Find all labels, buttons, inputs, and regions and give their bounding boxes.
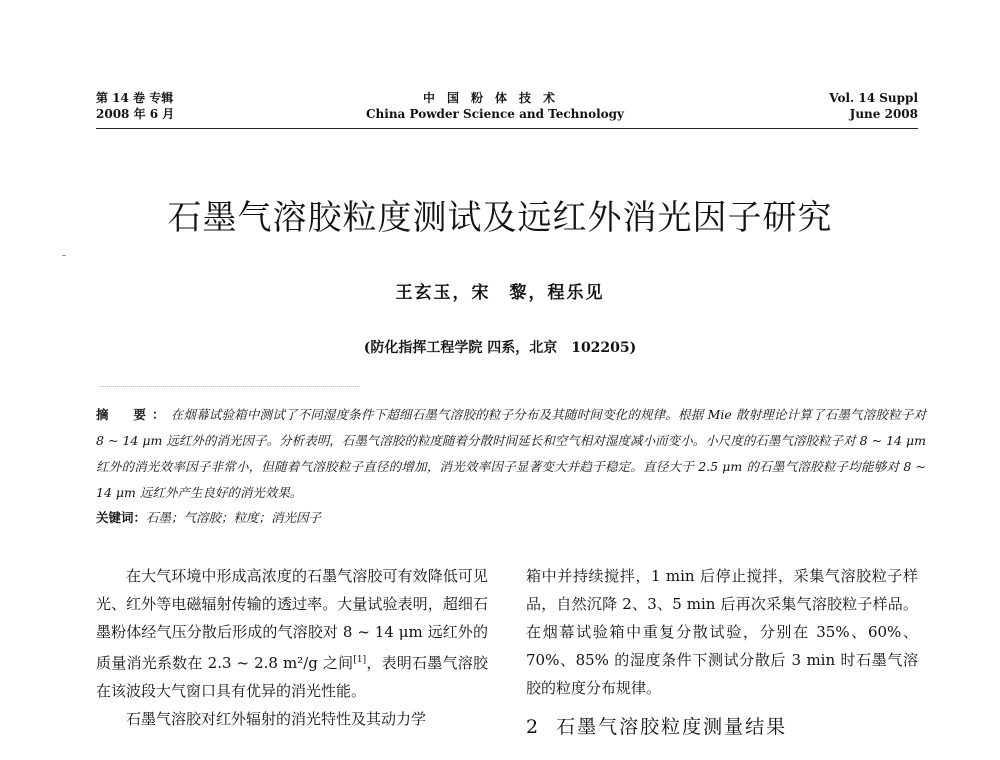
paragraph-text: 箱中并持续搅拌，1 min 后停止搅拌，采集气溶胶粒子样品，自然沉降 2、3、5 min 后再次采集气溶胶粒子样品。在烟幕试验箱中重复分散试验，分别在 35%、60%、70%、85% 的湿度条件下测试分散后 3 min 时石墨气溶胶的粒度分布规律。 — [526, 567, 918, 697]
abstract-label: 摘 要： — [96, 407, 171, 422]
keywords — [96, 507, 926, 529]
paper-title: 石墨气溶胶粒度测试及远红外消光因子研究 — [167, 198, 833, 238]
paragraph-text-tail: ，表明石墨气溶胶在该波段大气窗口具有优异的消光性能。 — [96, 654, 488, 700]
paragraph-text: 在大气环境中形成高浓度的石墨气溶胶可有效降低可见光、红外等电磁辐射传输的透过率。大量试验表明，超细石墨粉体经气压分散后形成的气溶胶对 8 ~ 14 μm 远红外的质量消光系数在 2.3 ~ 2.8 m²/g 之间 — [96, 567, 488, 672]
journal-name-cn: 中国粉体技术 — [422, 91, 567, 105]
running-header-right — [829, 90, 918, 122]
paper-affiliation: (防化指挥工程学院 四系，北京 102205) — [363, 340, 637, 356]
paper-authors: 王玄玉，宋 黎，程乐见 — [395, 283, 605, 303]
abstract-text: 在烟幕试验箱中测试了不同湿度条件下超细石墨气溶胶的粒子分布及其随时间变化的规律。根据 Mie 散射理论计算了石墨气溶胶粒子对 8 ~ 14 μm 远红外的消光因子。分析表明，石墨气溶胶的粒度随着分散时间延长和空气相对湿度减小而变小。小尺度的石墨气溶胶粒子对 8 ~ 14 μm 红外的消光效率因子非常小，但随着气溶胶粒子直径的增加，消光效率因子显著变大并趋于稳定。直径大于 2.5 μm 的石墨气溶胶粒子均能够对 8 ~ 14 μm 远红外产生良好的消光效果。 — [96, 407, 926, 500]
section-heading — [526, 712, 918, 742]
body-paragraph — [96, 562, 488, 705]
volume-label-en: Vol. 14 Suppl — [829, 91, 918, 105]
issue-date-cn: 2008 年 6 月 — [96, 107, 175, 121]
section-title: 石墨气溶胶粒度测量结果 — [556, 716, 788, 738]
journal-name-en: China Powder Science and Technology — [365, 107, 625, 121]
scan-mark — [62, 255, 66, 256]
body-paragraph — [96, 705, 488, 733]
body-column-right — [526, 562, 918, 742]
scan-dots — [100, 386, 360, 388]
header-rule — [96, 128, 918, 129]
paragraph-text: 石墨气溶胶对红外辐射的消光特性及其动力学 — [126, 710, 427, 728]
keywords-text: 石墨；气溶胶；粒度；消光因子 — [146, 510, 322, 525]
section-number: 2 — [526, 716, 541, 738]
keywords-label: 关键词： — [96, 510, 147, 525]
abstract — [96, 402, 926, 506]
running-header-left — [96, 90, 174, 122]
body-column-left — [96, 562, 488, 733]
citation-ref: [1] — [353, 655, 367, 665]
issue-date-en: June 2008 — [849, 107, 918, 121]
running-header-center — [360, 90, 630, 122]
body-paragraph — [526, 562, 918, 702]
volume-label: 第 14 卷 专辑 — [96, 91, 174, 105]
